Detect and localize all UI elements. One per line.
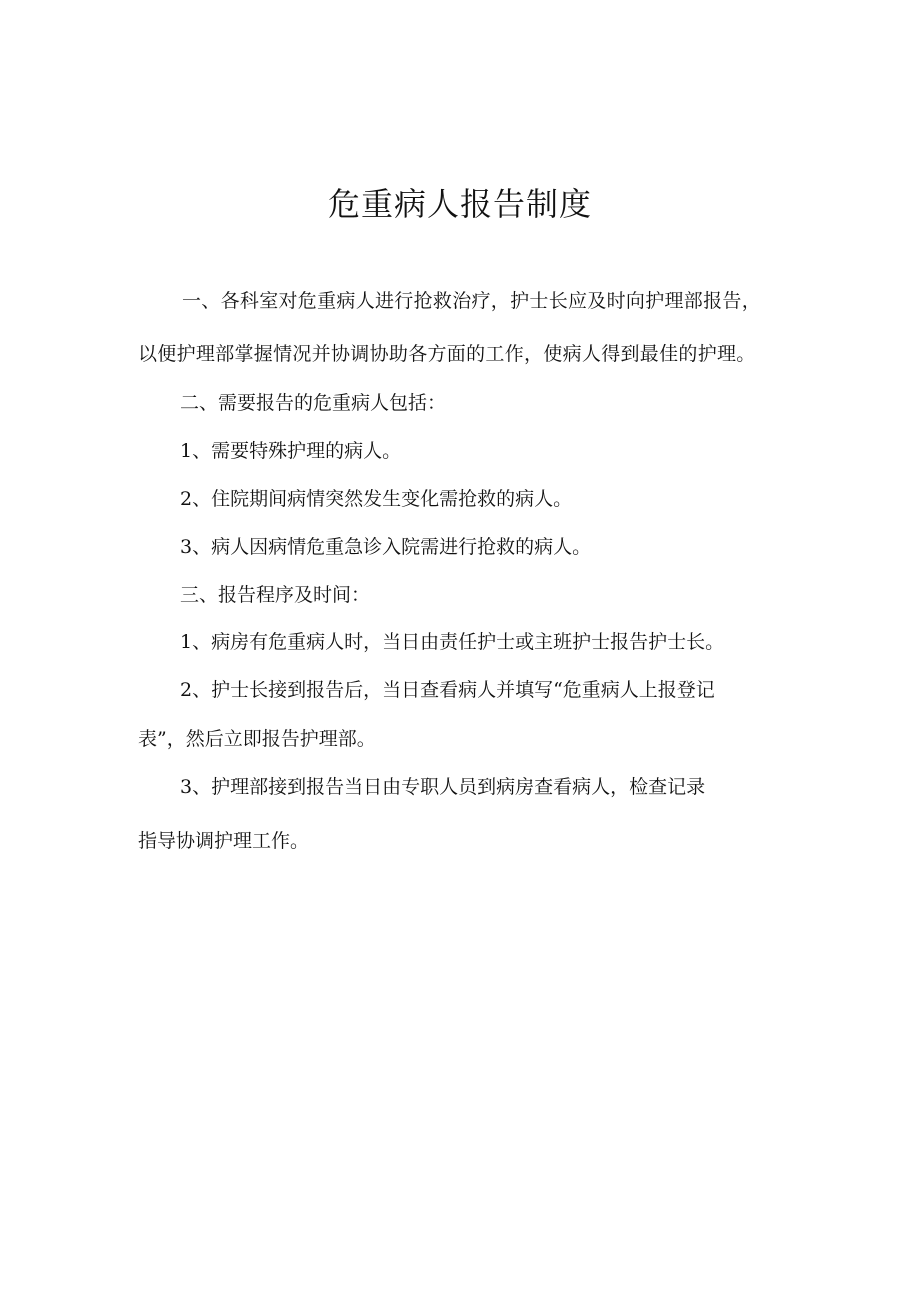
section-1-line-1: 一、各科室对危重病人进行抢救治疗，护士长应及时向护理部报告， [182, 290, 762, 312]
section-3-item-3-line-2: 指导协调护理工作。 [138, 830, 310, 852]
section-3-item-2-line-1: 2、护士长接到报告后，当日查看病人并填写“危重病人上报登记 [180, 679, 715, 701]
section-2-item-3: 3、病人因病情危重急诊入院需进行抢救的病人。 [180, 536, 592, 558]
section-1-line-2: 以便护理部掌握情况并协调协助各方面的工作，使病人得到最佳的护理。 [138, 343, 756, 365]
section-3-item-3-line-1: 3、护理部接到报告当日由专职人员到病房查看病人，检查记录 [180, 776, 706, 798]
document-title: 危重病人报告制度 [327, 185, 592, 223]
section-3-item-1: 1、病房有危重病人时，当日由责任护士或主班护士报告护士长。 [180, 631, 725, 653]
section-3-heading: 三、报告程序及时间： [180, 584, 371, 606]
section-3-item-2-line-2: 表”，然后立即报告护理部。 [138, 728, 376, 750]
section-2-item-1: 1、需要特殊护理的病人。 [180, 440, 402, 462]
section-2-item-2: 2、住院期间病情突然发生变化需抢救的病人。 [180, 488, 573, 510]
section-2-heading: 二、需要报告的危重病人包括： [180, 392, 447, 414]
